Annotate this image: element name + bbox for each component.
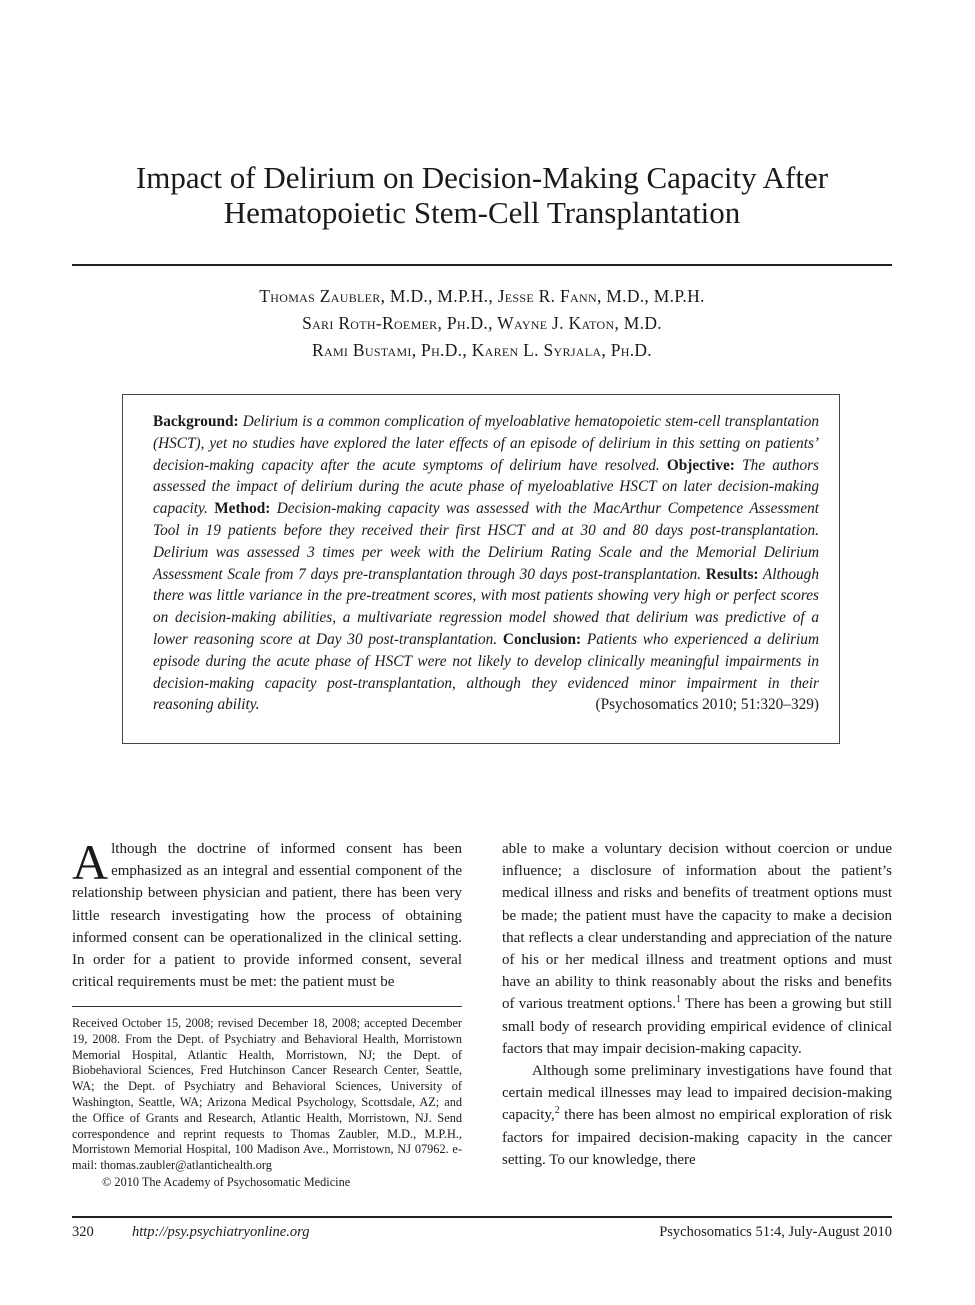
objective-text: The authors assessed the impact of delirium during the acute phase of myeloablative HSCT on later decision-making capacity. — [153, 456, 820, 518]
results-text: Although there was little variance in the pre-treatment scores, with most patients showing very high or perfect scores on decision-making abilities, a multivariate regression model showed that delirium was predictive of a lower reasoning score at Day 30 post-transplantation. — [153, 565, 819, 648]
body-column-right — [502, 838, 892, 1171]
method-text: Decision-making capacity was assessed with the MacArthur Competence Assessment Tool in 19 patients before they received their first HSCT and at 30 and 80 days post-transplantation. Delirium was assessed 3 times per week with the Delirium Rating Scale and the Memorial Delirium Assessment Scale from 7 days pre-transplantation through 30 days post-transplantation. — [153, 500, 820, 583]
article-title — [72, 160, 892, 230]
body-column-left — [72, 834, 462, 993]
body-right-text-1a: able to make a voluntary decision without coercion or undue influence; a disclosure of information about the patient’s medical illness and risks and benefits of treatment options must be made; the patient must have the capacity to make a decision that reflects a clear understanding and appreciation of the nature of his or her medical illness and treatment options and must have an ability to think reasonably about the risks and benefits of various treatment options. — [502, 841, 892, 1013]
conclusion-label: Conclusion: — [502, 630, 582, 648]
body-paragraph-1 — [72, 834, 462, 993]
author-line-3: Rami Bustami, Ph.D., Karen L. Syrjala, Ph.D. — [312, 340, 652, 360]
reference-1: 1 — [675, 994, 681, 1006]
body-paragraph-3 — [502, 1060, 892, 1171]
title-line-1: Impact of Delirium on Decision-Making Capacity After — [135, 160, 829, 195]
background-text: Delirium is a common complication of myeloablative hematopoietic stem-cell transplantation (HSCT), yet no studies have explored the later effects of an episode of delirium in this setting on patients’ decision-making capacity after the acute symptoms of delirium have resolved. — [153, 413, 819, 474]
results-label: Results: — [705, 565, 759, 583]
title-line-2: Hematopoietic Stem-Cell Transplantation — [223, 195, 741, 230]
body-right-text-2b: there has been almost no empirical exploration of risk factors for impaired decision-making capacity in the cancer setting. To our knowledge, there — [502, 1107, 892, 1168]
abstract-box — [122, 394, 840, 744]
footer-divider — [72, 1216, 892, 1218]
method-label: Method: — [214, 500, 271, 518]
author-line-1: Thomas Zaubler, M.D., M.P.H., Jesse R. Fann, M.D., M.P.H. — [259, 286, 705, 306]
journal-citation: Psychosomatics 51:4, July-August 2010 — [659, 1224, 892, 1240]
conclusion-text: Patients who experienced a delirium episode during the acute phase of HSCT were not likely to develop clinically meaningful impairments in decision-making capacity post-transplantation, although they evidenced minor impairment in their reasoning ability. — [153, 630, 819, 714]
footnote-divider — [72, 1006, 462, 1007]
title-divider — [72, 264, 892, 266]
abstract-text — [153, 411, 819, 716]
drop-cap: A — [72, 834, 109, 890]
objective-label: Objective: — [666, 456, 735, 474]
reference-2: 2 — [554, 1105, 560, 1117]
author-line-2: Sari Roth-Roemer, Ph.D., Wayne J. Katon, M.D. — [302, 313, 662, 333]
footnote-received: Received October 15, 2008; revised December 18, 2008; accepted December 19, 2008. From the Dept. of Psychiatry and Behavioral Health, Morristown Memorial Hospital, Atlantic Health, Morristown, NJ; the Dept. of Biobehavioral Sciences, Fred Hutchinson Cancer Research Center, Seattle, WA; the Dept. of Psychiatry and Behavioral Sciences, University of Washington, Seattle, WA; Arizona Medical Psychology, Scottsdale, AZ; and the Office of Grants and Research, Atlantic Health, Morristown, NJ. Send correspondence and reprint requests to Thomas Zaubler, M.D., M.P.H., Morristown Memorial Hospital, 100 Madison Ave., Morristown, NJ 07962. e-mail: thomas.zaubler@atlantichealth.org — [72, 1016, 462, 1173]
copyright-notice: © 2010 The Academy of Psychosomatic Medicine — [102, 1175, 351, 1189]
abstract-citation: (Psychosomatics 2010; 51:320–329) — [595, 696, 819, 714]
page-number: 320 — [72, 1224, 94, 1240]
body-left-text: lthough the doctrine of informed consent has been emphasized as an integral and essential component of the relationship between physician and patient, there has been very little research investigating how the process of obtaining informed consent can be operationalized in the clinical setting. In order for a patient to provide informed consent, several critical requirements must be met: the patient must be — [72, 841, 462, 991]
author-list — [72, 283, 892, 364]
journal-url: http://psy.psychiatryonline.org — [132, 1224, 310, 1240]
body-right-text-1b: There has been a growing but still small body of research providing empirical evidence of clinical factors that may impair decision-making capacity. — [502, 996, 892, 1057]
body-paragraph-2 — [502, 838, 892, 1060]
body-right-text-2a: Although some preliminary investigations have found that certain medical illnesses may lead to impaired decision-making capacity, — [502, 1063, 892, 1124]
background-label: Background: — [153, 413, 239, 430]
